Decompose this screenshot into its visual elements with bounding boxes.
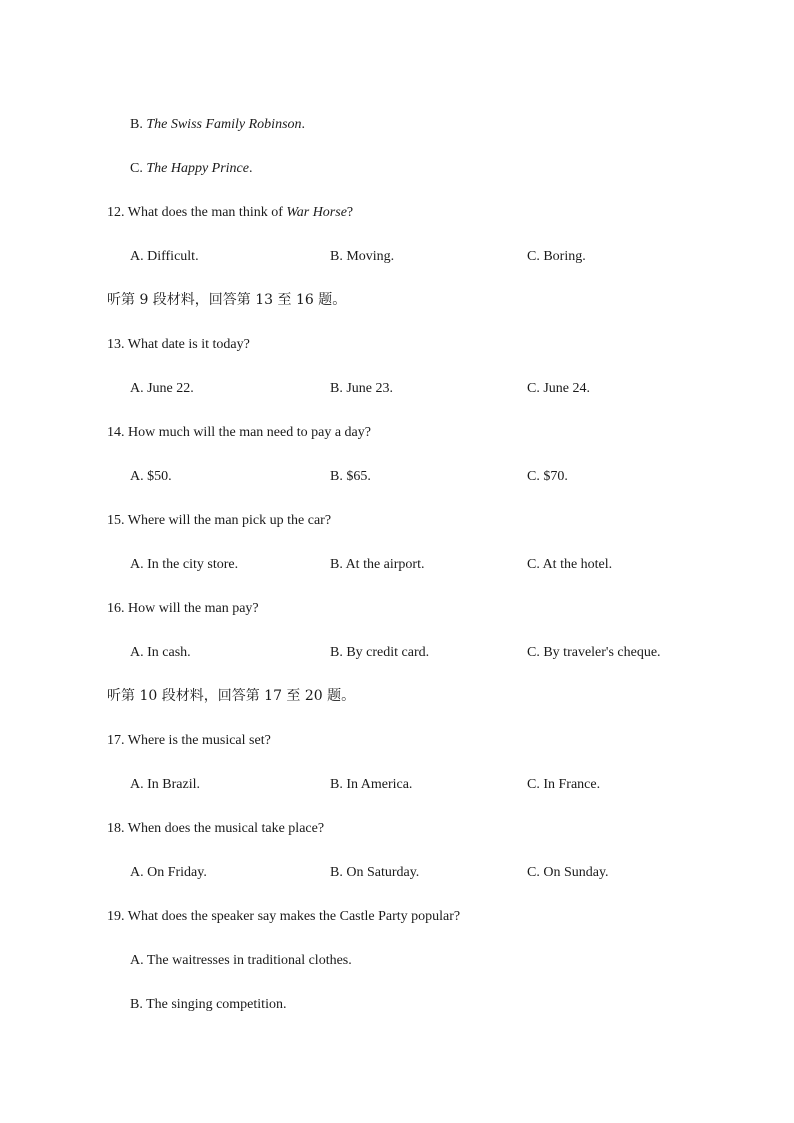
q15-option-c: C. At the hotel. <box>527 557 613 572</box>
option-end: . <box>249 161 253 176</box>
question-19: 19. What does the speaker say makes the Castle Party popular? <box>107 909 461 924</box>
option-b-q11 <box>130 116 305 134</box>
book-title: The Happy Prince <box>146 161 249 176</box>
q14-option-a: A. $50. <box>130 469 172 484</box>
q12-option-c: C. Boring. <box>527 249 586 264</box>
option-end: . <box>301 117 306 132</box>
option-letter: B. <box>130 117 143 132</box>
q18-option-a: A. On Friday. <box>130 865 207 880</box>
option-letter: C. <box>130 161 143 176</box>
q13-option-b: B. June 23. <box>330 381 393 396</box>
q16-option-c: C. By traveler's cheque. <box>527 645 661 660</box>
question-17: 17. Where is the musical set? <box>107 733 271 748</box>
q13-option-a: A. June 22. <box>130 381 194 396</box>
question-16: 16. How will the man pay? <box>107 601 259 616</box>
q12-option-a: A. Difficult. <box>130 249 199 264</box>
q15-option-a: A. In the city store. <box>130 557 239 572</box>
q19-option-a: A. The waitresses in traditional clothes. <box>130 953 352 968</box>
section-heading-10: 听第 10 段材料，回答第 17 至 20 题。 <box>107 688 356 704</box>
q12-option-b: B. Moving. <box>330 249 395 264</box>
question-13: 13. What date is it today? <box>107 337 250 352</box>
q15-option-b: B. At the airport. <box>330 557 425 572</box>
question-14: 14. How much will the man need to pay a day? <box>107 425 371 440</box>
question-12 <box>107 204 353 222</box>
q16-option-a: A. In cash. <box>130 645 191 660</box>
q18-option-b: B. On Saturday. <box>330 865 420 880</box>
q14-option-c: C. $70. <box>527 469 568 484</box>
book-title: War Horse <box>286 205 347 220</box>
q18-option-c: C. On Sunday. <box>527 865 609 880</box>
question-18: 18. When does the musical take place? <box>107 821 325 836</box>
book-title: The Swiss Family Robinson <box>146 117 302 132</box>
q17-option-c: C. In France. <box>527 777 601 792</box>
q16-option-b: B. By credit card. <box>330 645 430 660</box>
q17-option-a: A. In Brazil. <box>130 777 200 792</box>
question-text: 12. What does the man think of <box>107 205 287 220</box>
q19-option-b: B. The singing competition. <box>130 997 287 1012</box>
q17-option-b: B. In America. <box>330 777 413 792</box>
option-c-q11 <box>130 160 253 178</box>
section-heading-9: 听第 9 段材料，回答第 13 至 16 题。 <box>107 292 347 308</box>
question-15: 15. Where will the man pick up the car? <box>107 513 332 528</box>
q13-option-c: C. June 24. <box>527 381 590 396</box>
q14-option-b: B. $65. <box>330 469 371 484</box>
question-end: ? <box>346 205 354 220</box>
